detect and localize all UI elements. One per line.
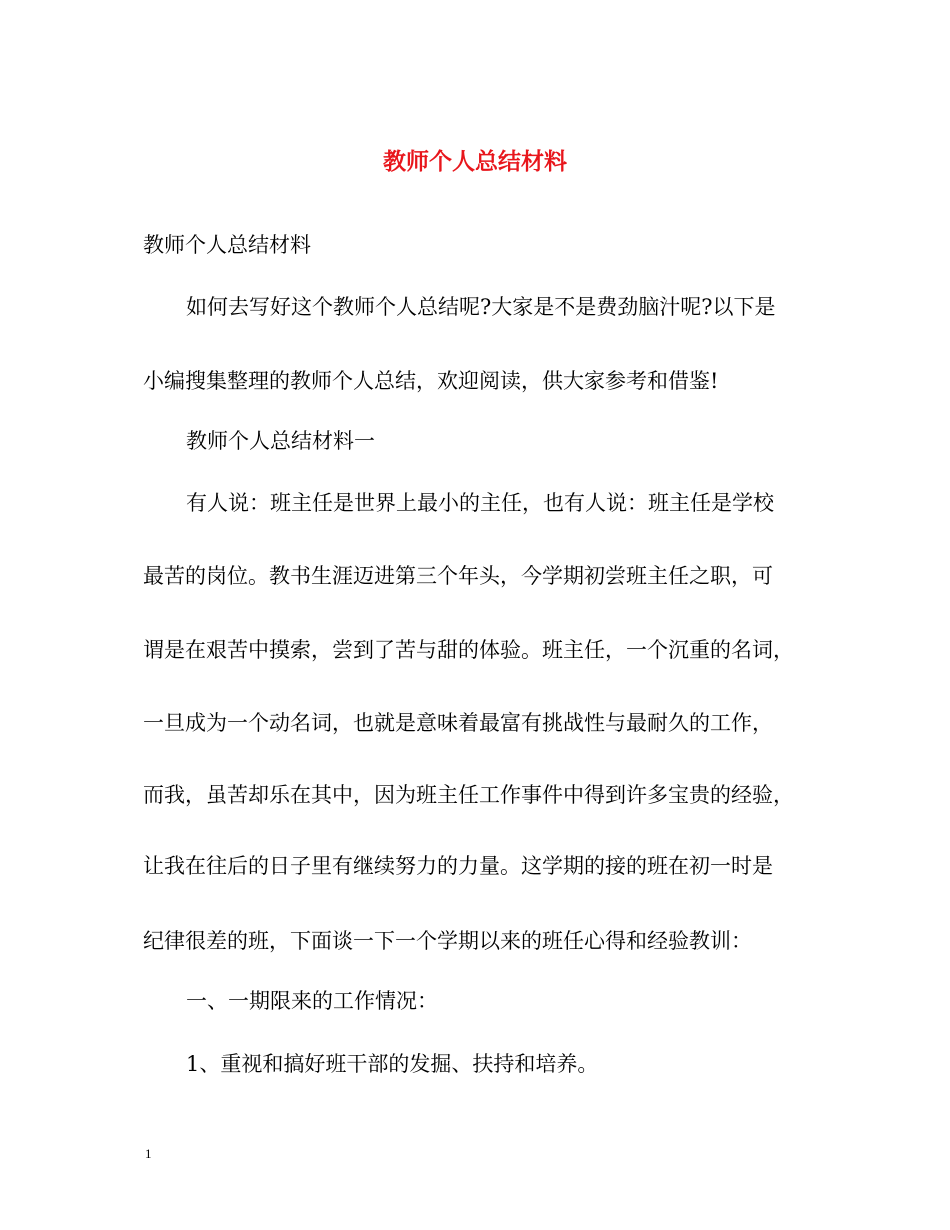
paragraph-line: 纪律很差的班，下面谈一下一个学期以来的班任心得和经验教训： xyxy=(143,929,752,953)
section-heading: 教师个人总结材料 xyxy=(143,233,311,257)
paragraph-line: 小编搜集整理的教师个人总结，欢迎阅读，供大家参考和借鉴! xyxy=(143,369,719,393)
page-number: 1 xyxy=(145,1146,152,1161)
paragraph-line: 而我，虽苦却乐在其中，因为班主任工作事件中得到许多宝贵的经验， xyxy=(143,783,794,807)
paragraph-line: 最苦的岗位。教书生涯迈进第三个年头，今学期初尝班主任之职，可 xyxy=(143,564,773,588)
list-item: 1、重视和搞好班干部的发掘、扶持和培养。 xyxy=(186,1052,599,1076)
list-heading: 一、一期限来的工作情况： xyxy=(186,989,438,1013)
document-title: 教师个人总结材料 xyxy=(383,148,567,175)
subsection-heading: 教师个人总结材料一 xyxy=(186,429,375,453)
paragraph-line: 让我在往后的日子里有继续努力的力量。这学期的接的班在初一时是 xyxy=(143,854,773,878)
paragraph-line: 如何去写好这个教师个人总结呢?大家是不是费劲脑汁呢?以下是 xyxy=(186,295,776,319)
paragraph-line: 一旦成为一个动名词，也就是意味着最富有挑战性与最耐久的工作， xyxy=(143,711,773,735)
paragraph-line: 谓是在艰苦中摸索，尝到了苦与甜的体验。班主任，一个沉重的名词， xyxy=(143,638,794,662)
paragraph-line: 有人说：班主任是世界上最小的主任，也有人说：班主任是学校 xyxy=(186,491,774,515)
